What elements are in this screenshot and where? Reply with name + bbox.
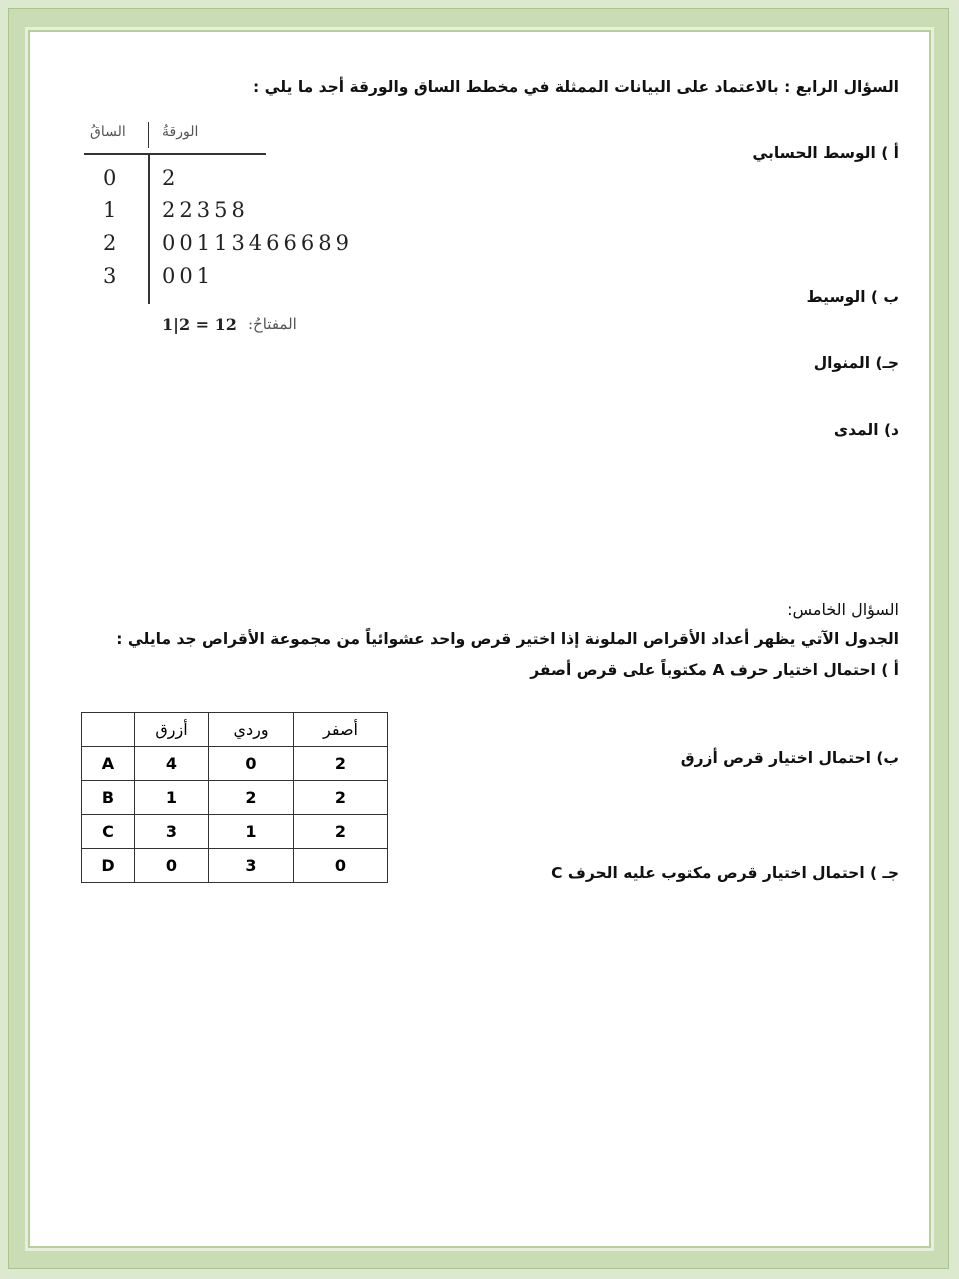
stem-value: 3 [103, 264, 117, 288]
table-cell: 1 [135, 781, 209, 815]
row-label: D [82, 849, 135, 883]
question-4-item-a: أ ) الوسط الحسابي [752, 144, 899, 162]
table-cell: 1 [209, 815, 294, 849]
table-cell: 0 [135, 849, 209, 883]
question-5-item-a: أ ) احتمال اختيار حرف A مكتوباً على قرص أصفر [530, 661, 899, 679]
question-4-item-d: د) المدى [833, 421, 899, 439]
stem-leaf-key-label: المفتاحُ: [248, 315, 297, 333]
question-4-title: السؤال الرابع : بالاعتماد على البيانات الممثلة في مخطط الساق والورقة أجد ما يلي : [253, 78, 899, 96]
leaf-values: 001 [162, 264, 215, 288]
question-4-item-b: ب ) الوسيط [806, 288, 899, 306]
table-cell: 2 [209, 781, 294, 815]
question-5-title: السؤال الخامس: [787, 600, 899, 619]
table-corner-cell [82, 713, 135, 747]
table-cell: 0 [294, 849, 388, 883]
stem-value: 0 [103, 166, 117, 190]
stem-divider [148, 153, 150, 304]
stem-value: 2 [103, 231, 117, 255]
worksheet-page [28, 30, 931, 1248]
table-cell: 0 [209, 747, 294, 781]
table-header-row [82, 713, 388, 747]
leaf-values: 2 [162, 166, 180, 190]
table-row [82, 815, 388, 849]
table-row [82, 747, 388, 781]
leaf-header: الورقةُ [162, 124, 199, 140]
table-row [82, 781, 388, 815]
table-row [82, 849, 388, 883]
question-5-text: الجدول الآتي يظهر أعداد الأقراص الملونة إذا اختير قرص واحد عشوائياً من مجموعة الأقراص جد مايلي : [116, 630, 899, 648]
stem-header: الساقُ [90, 124, 126, 140]
table-cell: 2 [294, 815, 388, 849]
column-header-blue: أزرق [135, 713, 209, 747]
question-5-item-c: جـ ) احتمال اختيار قرص مكتوب عليه الحرف C [551, 864, 899, 882]
row-label: A [82, 747, 135, 781]
table-cell: 3 [209, 849, 294, 883]
leaf-values: 00113466689 [162, 231, 353, 255]
header-rule [84, 153, 266, 155]
question-4-item-c: جـ) المنوال [813, 354, 899, 372]
stem-value: 1 [103, 198, 117, 222]
table-cell: 4 [135, 747, 209, 781]
table-cell: 2 [294, 747, 388, 781]
table-cell: 3 [135, 815, 209, 849]
column-header-yellow: أصفر [294, 713, 388, 747]
table-cell: 2 [294, 781, 388, 815]
question-5-item-b: ب) احتمال اختيار قرص أزرق [680, 749, 899, 767]
row-label: C [82, 815, 135, 849]
stem-leaf-key-value: 1|2 = 12 [162, 315, 237, 334]
leaf-values: 22358 [162, 198, 249, 222]
column-header-pink: وردي [209, 713, 294, 747]
disc-table [81, 712, 388, 883]
header-divider [148, 122, 149, 148]
row-label: B [82, 781, 135, 815]
